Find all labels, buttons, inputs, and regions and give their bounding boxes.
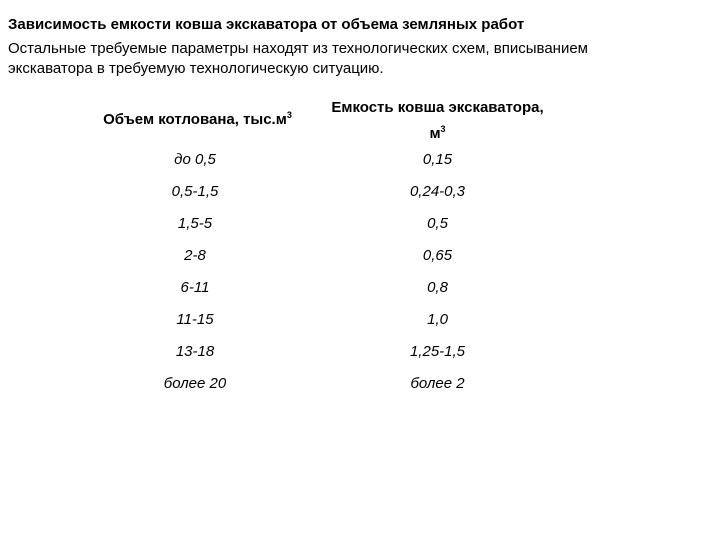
cell-capacity: 1,0 (427, 311, 448, 328)
column-header-capacity-unit: м (429, 125, 441, 142)
column-header-volume-text: Объем котлована, тыс.м (103, 111, 287, 128)
column-header-capacity-line-2 (305, 124, 570, 144)
column-header-volume (70, 110, 325, 130)
cell-capacity: 1,25-1,5 (409, 343, 466, 360)
table-row (0, 214, 720, 246)
table-row (0, 150, 720, 182)
cell-capacity: более 2 (410, 375, 465, 392)
column-header-volume-sup: 3 (286, 110, 292, 120)
subtitle-line-1: Остальные требуемые параметры находят из технологических схем, вписыванием (8, 40, 588, 57)
column-header-capacity-line-1: Емкость ковша экскаватора, (331, 99, 544, 116)
table-row (0, 342, 720, 374)
document-title: Зависимость емкости ковша экскаватора от объема земляных работ (8, 16, 525, 33)
table-row (0, 374, 720, 406)
subtitle-line-2: экскаватора в требуемую технологическую ситуацию. (8, 60, 384, 77)
cell-volume: 6-11 (180, 279, 210, 296)
cell-capacity: 0,15 (422, 151, 453, 168)
document-subtitle (8, 39, 708, 79)
cell-capacity: 0,65 (422, 247, 453, 264)
cell-volume: до 0,5 (174, 151, 216, 168)
cell-capacity: 0,24-0,3 (409, 183, 466, 200)
cell-volume: более 20 (163, 375, 227, 392)
table-row (0, 182, 720, 214)
cell-capacity: 0,5 (427, 215, 448, 232)
cell-capacity: 0,8 (427, 279, 448, 296)
cell-volume: 11-15 (176, 311, 214, 328)
data-table-body (0, 150, 720, 406)
table-row (0, 278, 720, 310)
cell-volume: 2-8 (184, 247, 206, 264)
table-row (0, 246, 720, 278)
column-header-capacity (305, 98, 570, 144)
cell-volume: 13-18 (175, 343, 215, 360)
column-header-capacity-sup: 3 (440, 124, 446, 134)
cell-volume: 1,5-5 (177, 215, 213, 232)
cell-volume: 0,5-1,5 (171, 183, 219, 200)
table-row (0, 310, 720, 342)
